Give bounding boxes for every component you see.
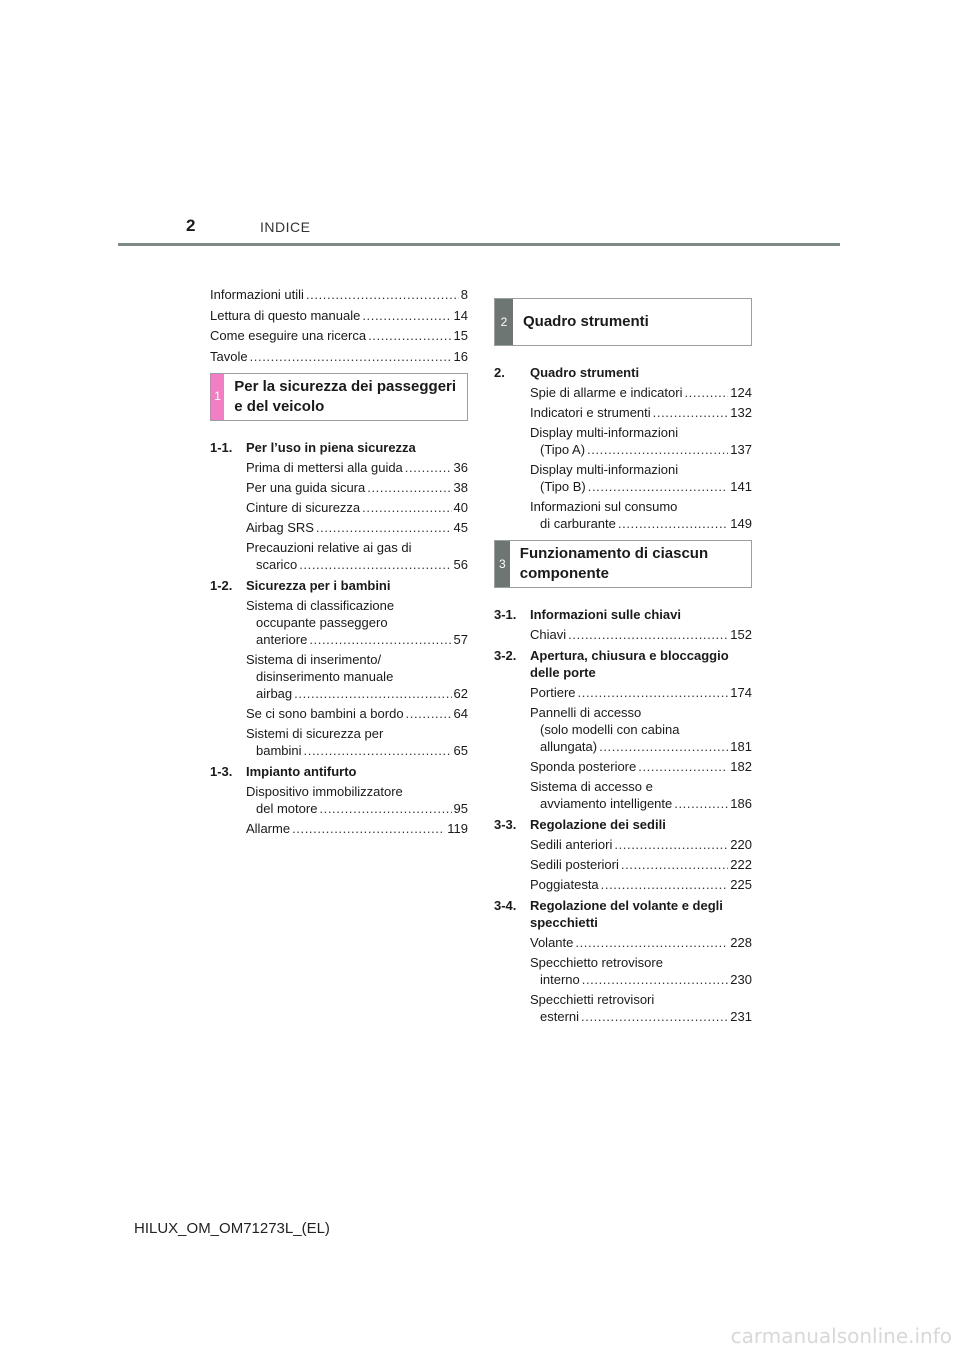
page-ref: 230 [730, 972, 752, 987]
toc-entry[interactable] [530, 991, 752, 1025]
page-ref: 62 [453, 685, 468, 701]
toc-entry-label: allungata) [540, 739, 598, 754]
toc-entry-label: disinserimento manuale [256, 668, 394, 684]
page-ref: 14 [453, 307, 468, 323]
section-header[interactable] [494, 540, 752, 588]
dot-leader [362, 499, 451, 516]
page-ref: 36 [453, 459, 468, 475]
toc-entry-label: esterni [540, 1009, 580, 1024]
toc-entry-line [530, 934, 752, 951]
page-ref: 119 [447, 820, 468, 836]
dot-leader [588, 478, 729, 495]
dot-leader [316, 519, 452, 536]
dot-leader [575, 934, 728, 951]
toc-entry-line [246, 459, 468, 476]
toc-entry[interactable] [530, 758, 752, 775]
toc-section-3 [494, 540, 752, 1025]
dot-leader [568, 626, 728, 643]
toc-entry-label: Specchietto retrovisore [530, 955, 663, 970]
header-divider [118, 243, 840, 246]
toc-entry-label: del motore [256, 800, 318, 816]
toc-entry-line [530, 971, 752, 988]
section-number-tab: 1 [211, 374, 224, 420]
subsection-number: 1-1. [210, 439, 233, 455]
toc-entry-line [246, 556, 468, 573]
subsection-heading[interactable] [494, 647, 752, 681]
toc-entry[interactable] [246, 459, 468, 476]
page-ref: 38 [453, 479, 468, 495]
toc-entry-label: Sedili posteriori [530, 857, 619, 872]
toc-entry[interactable] [530, 384, 752, 401]
dot-leader [309, 631, 451, 648]
toc-entry-line [246, 631, 468, 648]
toc-entry-line [530, 478, 752, 495]
toc-entry[interactable] [246, 499, 468, 516]
page-ref: 186 [730, 796, 752, 811]
dot-leader [684, 384, 728, 401]
toc-entry[interactable]: Informazioni utili ..... 8 [210, 286, 468, 303]
toc-entry[interactable] [246, 705, 468, 722]
toc-entry[interactable] [246, 539, 468, 573]
section-title: Funzionamento di ciascun componente [519, 545, 709, 582]
toc-entry-line [530, 758, 752, 775]
toc-entry-label: Per una guida sicura [246, 479, 366, 495]
page-ref: 181 [730, 739, 752, 754]
subsection-number: 3-3. [494, 817, 517, 832]
toc-entry-label: Se ci sono bambini a bordo [246, 705, 404, 721]
subsection-item-list [494, 684, 752, 812]
section-number-tab: 2 [495, 299, 513, 345]
subsection-item-list [494, 626, 752, 643]
toc-entry-line [530, 1008, 752, 1025]
page-ref: 220 [730, 837, 752, 852]
page-ref: 57 [453, 631, 468, 647]
page-ref: 225 [730, 877, 752, 892]
section-number-tab: 3 [495, 541, 510, 587]
page-ref: 174 [730, 685, 752, 700]
subsection-title: Regolazione dei sedili [530, 817, 666, 832]
subsection-number: 3-1. [494, 607, 517, 622]
toc-entry[interactable] [530, 404, 752, 421]
page-ref: 228 [730, 935, 752, 950]
page-ref: 182 [730, 759, 752, 774]
dot-leader [618, 515, 728, 532]
toc-right-column [494, 290, 752, 1028]
page-ref: 64 [453, 705, 468, 721]
toc-entry-label: Informazioni sul consumo [530, 499, 678, 514]
toc-entry-label: Cinture di sicurezza [246, 499, 361, 515]
toc-entry-label: Prima di mettersi alla guida [246, 459, 403, 475]
page-ref: 16 [453, 348, 468, 364]
subsection-title: Quadro strumenti [530, 365, 640, 380]
toc-entry-line [246, 479, 468, 496]
subsection-title: Per l’uso in piena sicurezza [246, 439, 416, 455]
toc-entry-label: anteriore [256, 631, 308, 647]
dot-leader [405, 459, 452, 476]
toc-entry-line [246, 519, 468, 536]
subsection-number: 2. [494, 365, 505, 380]
page-ref: 137 [730, 442, 752, 457]
dot-leader [319, 800, 451, 817]
subsection-title: Apertura, chiusura e bloccaggio delle porte [530, 648, 729, 680]
page-number: 2 [186, 216, 196, 235]
dot-leader [587, 441, 728, 458]
toc-entry-label: Chiavi [530, 627, 567, 642]
page-ref: 40 [453, 499, 468, 515]
toc-entry[interactable] [530, 856, 752, 873]
dot-leader [614, 836, 728, 853]
toc-entry-line [246, 820, 468, 837]
dot-leader [582, 971, 729, 988]
toc-entry-label: Display multi-informazioni [530, 425, 679, 440]
watermark: carmanualsonline.info [730, 1324, 952, 1348]
toc-entry-label: Sistema di accesso e [530, 779, 653, 794]
subsection-heading[interactable] [210, 577, 468, 594]
subsection-item-list [494, 934, 752, 1025]
toc-entry-label: Allarme [246, 820, 291, 836]
toc-entry-label: Volante [530, 935, 574, 950]
page-ref: 8 [460, 287, 468, 302]
toc-entry-line [530, 515, 752, 532]
toc-entry-label: Pannelli di accesso [530, 705, 642, 720]
toc-entry-label: interno [540, 972, 580, 987]
dot-leader [621, 856, 728, 873]
toc-entry[interactable]: Tavole ..... 16 [210, 348, 468, 365]
toc-entry[interactable] [530, 704, 752, 755]
toc-entry-line [530, 441, 752, 458]
toc-entry[interactable] [246, 651, 468, 702]
toc-entry[interactable] [530, 498, 752, 532]
toc-entry-line [530, 876, 752, 893]
toc-entry-label: Sistemi di sicurezza per [246, 725, 384, 741]
toc-entry-label: Spie di allarme e indicatori [530, 385, 683, 400]
subsection-number: 1-3. [210, 763, 233, 779]
page-ref: 152 [730, 627, 752, 642]
page-ref: 65 [453, 742, 468, 758]
dot-leader [578, 684, 729, 701]
toc-entry-line [246, 499, 468, 516]
dot-leader [406, 705, 452, 722]
toc-entry[interactable] [530, 424, 752, 458]
dot-leader [299, 556, 451, 573]
toc-entry-label: Dispositivo immobilizzatore [246, 783, 403, 799]
toc-entry-label: Sistema di classificazione [246, 597, 395, 613]
subsection-item-list [210, 783, 468, 837]
page-ref: 141 [730, 479, 752, 494]
toc-entry-line [530, 626, 752, 643]
toc-entry-label: bambini [256, 742, 302, 758]
subsection-item-list [210, 597, 468, 759]
toc-entry-label: occupante passeggero [256, 614, 388, 630]
toc-entry[interactable] [530, 461, 752, 495]
toc-entry-line [530, 836, 752, 853]
dot-leader [304, 742, 452, 759]
toc-entry[interactable] [246, 820, 468, 837]
toc-entry[interactable]: Come eseguire una ricerca ..... 15 [210, 327, 468, 344]
toc-entry[interactable] [530, 684, 752, 701]
toc-section-2 [494, 298, 752, 532]
toc-entry-label: avviamento intelligente [540, 796, 673, 811]
toc-entry-line [530, 795, 752, 812]
subsection-item-list [494, 836, 752, 893]
toc-entry-line [530, 684, 752, 701]
subsection-number: 1-2. [210, 577, 233, 593]
subsection-heading[interactable] [494, 606, 752, 623]
subsection-heading[interactable] [494, 897, 752, 931]
subsection-item-list [210, 459, 468, 573]
page-ref: 45 [453, 519, 468, 535]
subsection-number: 3-4. [494, 898, 517, 913]
toc-entry[interactable] [246, 725, 468, 759]
dot-leader [367, 479, 451, 496]
section-header[interactable] [210, 373, 468, 421]
toc-entry[interactable] [246, 597, 468, 648]
toc-entry-line [246, 742, 468, 759]
toc-entry-line [530, 404, 752, 421]
page-ref: 124 [730, 385, 752, 400]
toc-entry-label: Sedili anteriori [530, 837, 613, 852]
toc-entry-label: (Tipo A) [540, 442, 586, 457]
subsection-heading[interactable] [494, 364, 752, 381]
toc-entry-line [530, 856, 752, 873]
subsection-number: 3-2. [494, 648, 517, 663]
toc-entry-label: scarico [256, 556, 298, 572]
toc-entry[interactable] [530, 934, 752, 951]
page-header-title: INDICE [260, 219, 311, 235]
page-ref: 222 [730, 857, 752, 872]
toc-entry[interactable] [530, 876, 752, 893]
toc-entry-label: Sistema di inserimento/ [246, 651, 382, 667]
subsection-title: Sicurezza per i bambini [246, 577, 391, 593]
toc-entry-label: airbag [256, 685, 293, 701]
toc-entry-label: (Tipo B) [540, 479, 586, 494]
dot-leader [674, 795, 728, 812]
dot-leader [601, 876, 729, 893]
toc-intro-list [210, 286, 468, 365]
dot-leader [638, 758, 728, 775]
page-ref: 132 [730, 405, 752, 420]
toc-entry[interactable] [246, 519, 468, 536]
dot-leader [653, 404, 729, 421]
dot-leader [581, 1008, 728, 1025]
page-ref: 56 [453, 556, 468, 572]
toc-entry-label: Sponda posteriore [530, 759, 637, 774]
toc-entry[interactable] [530, 626, 752, 643]
toc-entry-line [530, 738, 752, 755]
toc-entry-label: Specchietti retrovisori [530, 992, 655, 1007]
toc-entry[interactable] [246, 783, 468, 817]
subsection-heading[interactable] [210, 763, 468, 780]
page-ref: 231 [730, 1009, 752, 1024]
toc-entry[interactable] [530, 836, 752, 853]
toc-entry-label: di carburante [540, 516, 616, 531]
toc-entry[interactable] [530, 954, 752, 988]
toc-entry-line [530, 384, 752, 401]
toc-entry[interactable] [246, 479, 468, 496]
section-title: Quadro strumenti [523, 313, 649, 330]
toc-entry-label: Airbag SRS [246, 519, 314, 535]
toc-entry[interactable]: Lettura di questo manuale ..... 14 [210, 307, 468, 324]
dot-leader [294, 685, 451, 702]
toc-entry-label: Portiere [530, 685, 576, 700]
toc-left-column [210, 286, 468, 840]
dot-leader [292, 820, 445, 837]
toc-entry-label: (solo modelli con cabina [540, 722, 680, 737]
toc-entry-label: Indicatori e strumenti [530, 405, 651, 420]
subsection-title: Regolazione del volante e degli specchietti [530, 898, 723, 930]
dot-leader [599, 738, 728, 755]
section-title: Per la sicurezza dei passeggeri e del veicolo [234, 377, 457, 415]
page-ref: 15 [453, 328, 468, 343]
subsection-heading[interactable] [494, 816, 752, 833]
toc-entry-label: Precauzioni relative ai gas di [246, 539, 412, 555]
subsection-heading[interactable] [210, 439, 468, 456]
toc-entry-line [246, 800, 468, 817]
toc-entry-line [246, 705, 468, 722]
toc-entry-label: Display multi-informazioni [530, 462, 679, 477]
subsection-title: Informazioni sulle chiavi [530, 607, 681, 622]
toc-entry[interactable] [530, 778, 752, 812]
page-ref: 149 [730, 516, 752, 531]
page-ref: 95 [453, 800, 468, 816]
document-code: HILUX_OM_OM71273L_(EL) [134, 1220, 330, 1237]
toc-entry-label: Poggiatesta [530, 877, 599, 892]
section-header[interactable] [494, 298, 752, 346]
toc-entry-line [246, 685, 468, 702]
toc-section-1 [210, 373, 468, 837]
subsection-item-list [494, 384, 752, 532]
subsection-title: Impianto antifurto [246, 763, 357, 779]
